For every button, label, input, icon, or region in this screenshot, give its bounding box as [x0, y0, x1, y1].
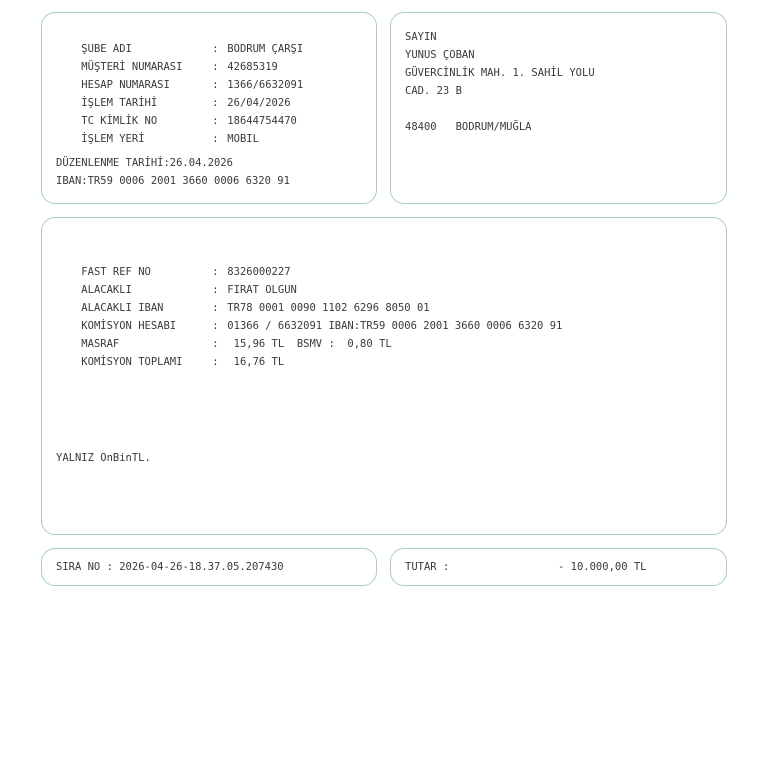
customer-name: YUNUS ÇOBAN	[405, 49, 475, 61]
field-label: İŞLEM YERİ	[81, 133, 145, 145]
field-value: TR78 0001 0090 1102 6296 8050 01	[227, 302, 430, 314]
field-label: KOMİSYON HESABI	[81, 320, 177, 332]
field-value: 18644754470	[227, 115, 297, 127]
salutation: SAYIN	[405, 31, 437, 43]
postal-city-row	[405, 121, 531, 133]
address-line-1: GÜVERCİNLİK MAH. 1. SAHİL YOLU	[405, 67, 595, 79]
id-number-row: TC KİMLİK NO : 18644754470	[81, 115, 297, 127]
field-label: HESAP NUMARASI	[81, 79, 170, 91]
issue-date: DÜZENLENME TARİHİ:26.04.2026	[56, 157, 234, 169]
field-value: 26/04/2026	[227, 97, 291, 109]
address-line-2: CAD. 23 B	[405, 85, 462, 97]
field-value: 16,76 TL	[227, 356, 285, 368]
sequence-label: SIRA NO	[56, 561, 101, 573]
branch-name-row: ŞUBE ADI : BODRUM ÇARŞI	[81, 43, 304, 55]
field-label: ALACAKLI	[81, 284, 132, 296]
account-info-box	[41, 12, 377, 204]
customer-address-box	[390, 12, 727, 204]
payee-row: ALACAKLI : FIRAT OLGUN	[81, 284, 297, 296]
sequence-value: 2026-04-26-18.37.05.207430	[119, 561, 284, 573]
city: BODRUM/MUĞLA	[455, 121, 532, 133]
field-label: TC KİMLİK NO	[81, 115, 158, 127]
field-value: 42685319	[227, 61, 278, 73]
field-label: MÜŞTERİ NUMARASI	[81, 61, 183, 73]
postal-code: 48400	[405, 121, 437, 133]
customer-number-row: MÜŞTERİ NUMARASI : 42685319	[81, 61, 278, 73]
field-label: ALACAKLI IBAN	[81, 302, 164, 314]
payee-iban-row: ALACAKLI IBAN : TR78 0001 0090 1102 6296 8050 01	[81, 302, 430, 314]
field-value: 01366 / 6632091 IBAN:TR59 0006 2001 3660 0006 6320 91	[227, 320, 563, 332]
amount-in-words: YALNIZ OnBinTL.	[56, 452, 151, 464]
transaction-place-row: İŞLEM YERİ : MOBIL	[81, 133, 259, 145]
field-value: 1366/6632091	[227, 79, 304, 91]
account-number-row: HESAP NUMARASI : 1366/6632091	[81, 79, 304, 91]
sequence-row: SIRA NO : 2026-04-26-18.37.05.207430	[56, 561, 284, 573]
transfer-details-box	[41, 217, 727, 535]
fast-ref-row: FAST REF NO : 8326000227	[81, 266, 291, 278]
account-iban: IBAN:TR59 0006 2001 3660 0006 6320 91	[56, 175, 290, 187]
amount-label: TUTAR	[405, 561, 437, 573]
field-value: MOBIL	[227, 133, 259, 145]
field-label: FAST REF NO	[81, 266, 151, 278]
field-label: MASRAF	[81, 338, 120, 350]
field-label: KOMİSYON TOPLAMI	[81, 356, 183, 368]
transaction-date-row: İŞLEM TARİHİ : 26/04/2026	[81, 97, 291, 109]
field-label: ŞUBE ADI	[81, 43, 132, 55]
commission-account-row: KOMİSYON HESABI : 01366 / 6632091 IBAN:TR59 0006 2001 3660 0006 6320 91	[81, 320, 563, 332]
sequence-number-box	[41, 548, 377, 586]
field-value: 8326000227	[227, 266, 291, 278]
amount-label-row: TUTAR :	[405, 561, 450, 573]
field-label: İŞLEM TARİHİ	[81, 97, 158, 109]
amount-value: - 10.000,00 TL	[558, 561, 647, 573]
field-value: BODRUM ÇARŞI	[227, 43, 304, 55]
field-value: FIRAT OLGUN	[227, 284, 297, 296]
fee-row: MASRAF : 15,96 TL BSMV : 0,80 TL	[81, 338, 392, 350]
amount-box	[390, 548, 727, 586]
commission-total-row: KOMİSYON TOPLAMI : 16,76 TL	[81, 356, 285, 368]
field-value: 15,96 TL BSMV : 0,80 TL	[227, 338, 392, 350]
